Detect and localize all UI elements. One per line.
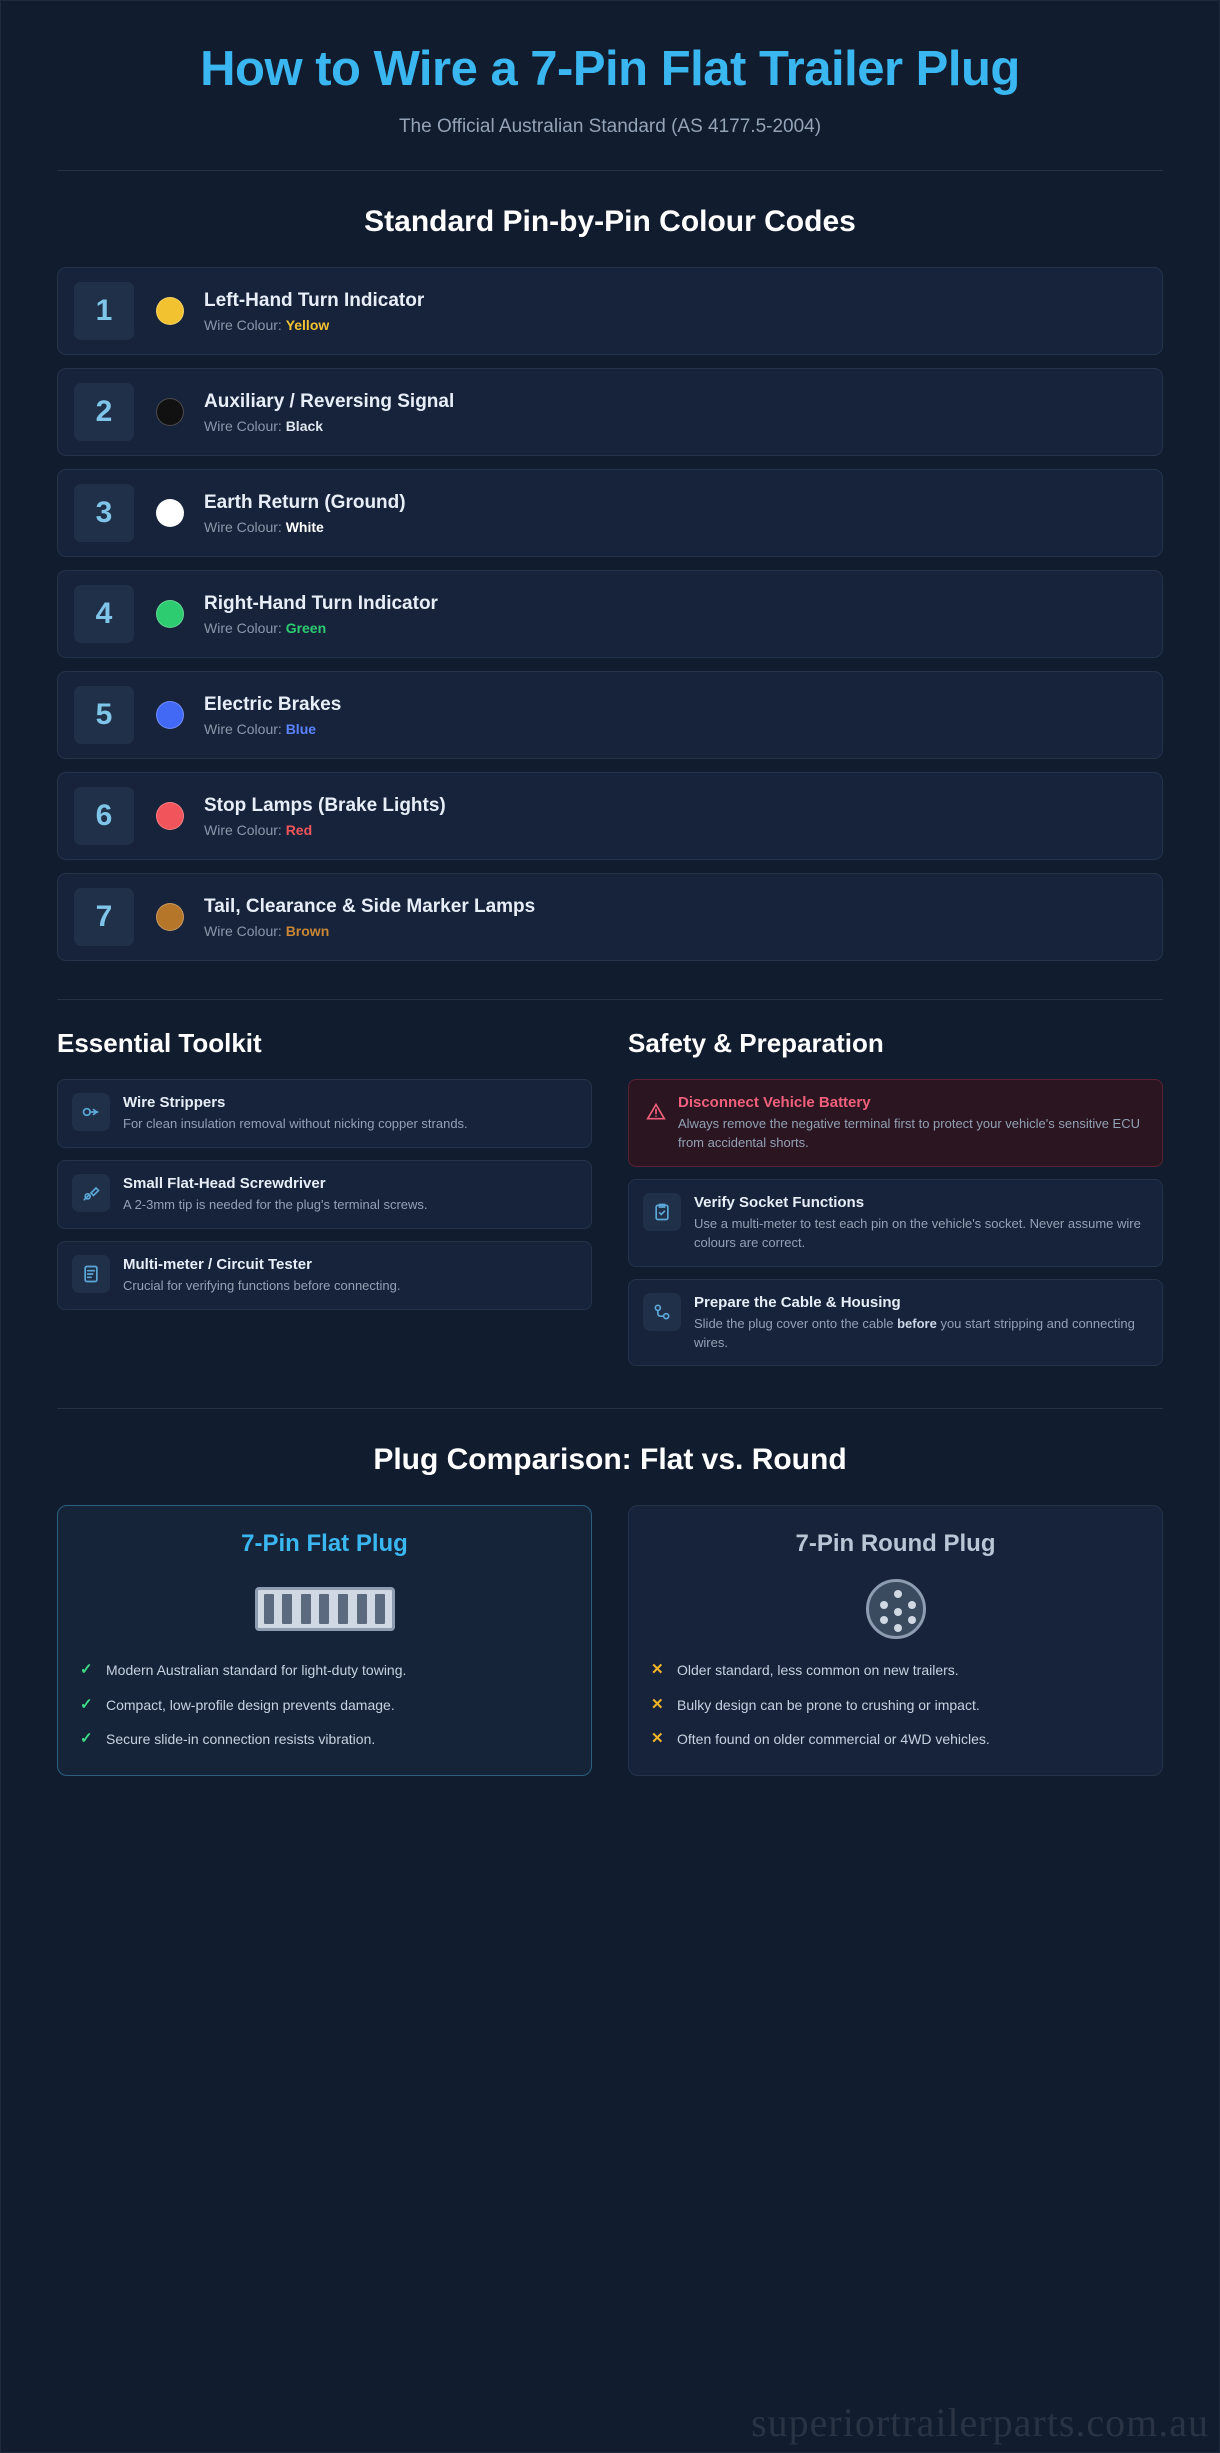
- colour-label: Wire Colour:: [204, 417, 282, 434]
- pin-function-label: Tail, Clearance & Side Marker Lamps: [204, 895, 536, 917]
- list-item: [651, 1660, 1140, 1680]
- pin-function-label: Stop Lamps (Brake Lights): [204, 794, 446, 816]
- desc-emphasis: before: [897, 1315, 937, 1331]
- wire-strippers-icon: [72, 1093, 110, 1131]
- check-icon: ✓: [80, 1729, 93, 1747]
- colour-swatch: [156, 398, 184, 426]
- pin-text: [204, 896, 535, 939]
- safety-item-title: Disconnect Vehicle Battery: [678, 1094, 871, 1112]
- safety-item-desc: Use a multi-meter to test each pin on the vehicle's socket. Never assume wire colours are correct.: [694, 1216, 1141, 1250]
- cable-housing-icon: [643, 1293, 681, 1331]
- colour-value: Black: [285, 417, 324, 434]
- colour-label: Wire Colour:: [204, 821, 282, 838]
- colour-label: Wire Colour:: [204, 922, 282, 939]
- bullet-text: Modern Australian standard for light-duty towing.: [106, 1662, 407, 1679]
- flat-plug-art: [80, 1578, 569, 1640]
- pin-text: [204, 391, 454, 434]
- table-row: [57, 873, 1163, 961]
- round-plug-title: 7-Pin Round Plug: [795, 1530, 996, 1558]
- flat-plug-title: 7-Pin Flat Plug: [241, 1530, 408, 1558]
- card-body: [694, 1193, 1148, 1253]
- colour-label: Wire Colour:: [204, 619, 282, 636]
- safety-title: Safety & Preparation: [628, 1028, 884, 1059]
- pin-colour-line: [204, 418, 454, 434]
- table-row: [57, 772, 1163, 860]
- safety-item-desc: [694, 1315, 1148, 1353]
- card-body: [694, 1293, 1148, 1353]
- page-subtitle: The Official Australian Standard (AS 4177.5-2004): [398, 116, 822, 138]
- flat-plug-card: [57, 1505, 592, 1776]
- list-item: [651, 1695, 1140, 1715]
- toolkit-title: Essential Toolkit: [57, 1028, 262, 1059]
- multimeter-icon: [72, 1255, 110, 1293]
- colour-value: Green: [285, 619, 327, 636]
- pin-number: 2: [74, 383, 134, 441]
- safety-item-title: Verify Socket Functions: [694, 1194, 865, 1212]
- colour-swatch: [156, 903, 184, 931]
- plug-blade: [282, 1594, 292, 1624]
- colour-swatch: [156, 600, 184, 628]
- list-item: [80, 1729, 569, 1749]
- table-row: [57, 570, 1163, 658]
- toolkit-safety-section: [57, 1028, 1163, 1366]
- colour-value: White: [285, 518, 324, 535]
- safety-list: [628, 1079, 1163, 1366]
- colour-label: Wire Colour:: [204, 518, 282, 535]
- pin-function-label: Electric Brakes: [204, 693, 342, 715]
- list-item: [80, 1695, 569, 1715]
- toolkit-list: [57, 1079, 592, 1310]
- pin-colour-line: [204, 519, 406, 535]
- colour-swatch: [156, 701, 184, 729]
- tool-title: Small Flat-Head Screwdriver: [123, 1175, 326, 1193]
- desc-post: you start stripping and connecting wires.: [694, 1315, 1135, 1350]
- pin-colour-line: [204, 317, 424, 333]
- plug-blade: [375, 1594, 385, 1624]
- safety-column: [628, 1028, 1163, 1366]
- cross-icon: ✕: [651, 1695, 664, 1713]
- colour-value: Brown: [285, 922, 330, 939]
- list-item: [57, 1160, 592, 1229]
- table-row: [57, 368, 1163, 456]
- bullet-text: Secure slide-in connection resists vibration.: [106, 1730, 376, 1747]
- desc-pre: Slide the plug cover onto the cable: [694, 1315, 898, 1331]
- table-row: [57, 671, 1163, 759]
- list-item: [57, 1079, 592, 1148]
- watermark: superiortrailerparts.com.au: [751, 2400, 1209, 2445]
- card-body: [123, 1093, 468, 1134]
- cross-icon: ✕: [651, 1729, 664, 1747]
- colour-value: Blue: [285, 720, 317, 737]
- pin-function-label: Earth Return (Ground): [204, 491, 406, 513]
- tool-desc: Crucial for verifying functions before connecting.: [123, 1278, 401, 1294]
- toolkit-column: [57, 1028, 592, 1366]
- pins-section-title: Standard Pin-by-Pin Colour Codes: [364, 205, 856, 239]
- pin-number: 6: [74, 787, 134, 845]
- comparison-title: Plug Comparison: Flat vs. Round: [373, 1443, 847, 1477]
- table-row: [57, 267, 1163, 355]
- pin-function-label: Right-Hand Turn Indicator: [204, 592, 438, 614]
- colour-value: Red: [285, 821, 313, 838]
- bullet-text: Often found on older commercial or 4WD vehicles.: [677, 1730, 990, 1747]
- flat-plug-graphic: [255, 1587, 395, 1631]
- card-body: [123, 1174, 428, 1215]
- page-title: How to Wire a 7-Pin Flat Trailer Plug: [200, 42, 1020, 96]
- plug-blade: [338, 1594, 348, 1624]
- screwdriver-icon: [72, 1174, 110, 1212]
- colour-swatch: [156, 297, 184, 325]
- pin-colour-line: [204, 721, 341, 737]
- safety-item-title: Prepare the Cable & Housing: [694, 1293, 901, 1311]
- pin-colour-line: [204, 822, 446, 838]
- pin-text: [204, 694, 341, 737]
- tool-desc: For clean insulation removal without nicking copper strands.: [123, 1116, 468, 1132]
- list-item: [651, 1729, 1140, 1749]
- pin-text: [204, 492, 406, 535]
- cross-icon: ✕: [651, 1661, 664, 1679]
- tool-desc: A 2-3mm tip is needed for the plug's terminal screws.: [123, 1197, 428, 1213]
- list-item: [628, 1279, 1163, 1367]
- check-icon: ✓: [80, 1695, 93, 1713]
- round-plug-graphic: [866, 1579, 926, 1639]
- colour-swatch: [156, 499, 184, 527]
- round-plug-art: [651, 1578, 1140, 1640]
- header: [57, 1, 1163, 138]
- pin-text: [204, 795, 446, 838]
- bullet-text: Compact, low-profile design prevents damage.: [106, 1696, 395, 1713]
- plug-blade: [319, 1594, 329, 1624]
- plug-blade: [301, 1594, 311, 1624]
- comparison-section: [57, 1505, 1163, 1816]
- clipboard-check-icon: [643, 1193, 681, 1231]
- pin-number: 1: [74, 282, 134, 340]
- list-item: [80, 1660, 569, 1680]
- pin-number: 5: [74, 686, 134, 744]
- bullet-text: Bulky design can be prone to crushing or impact.: [677, 1696, 980, 1713]
- tool-title: Multi-meter / Circuit Tester: [123, 1256, 312, 1274]
- card-body: [123, 1255, 400, 1296]
- colour-label: Wire Colour:: [204, 316, 282, 333]
- check-icon: ✓: [80, 1661, 93, 1679]
- pin-function-label: Left-Hand Turn Indicator: [204, 289, 425, 311]
- card-body: [678, 1093, 1148, 1153]
- round-plug-bullets: [651, 1660, 1140, 1749]
- pin-number: 4: [74, 585, 134, 643]
- divider-header: [57, 170, 1163, 171]
- pin-number: 7: [74, 888, 134, 946]
- pin-colour-line: [204, 620, 438, 636]
- colour-label: Wire Colour:: [204, 720, 282, 737]
- list-item: [57, 1241, 592, 1310]
- pin-colour-line: [204, 923, 535, 939]
- pin-number: 3: [74, 484, 134, 542]
- flat-plug-bullets: [80, 1660, 569, 1749]
- pin-text: [204, 290, 424, 333]
- bullet-text: Older standard, less common on new trailers.: [677, 1662, 959, 1679]
- colour-swatch: [156, 802, 184, 830]
- pin-text: [204, 593, 438, 636]
- list-item: [628, 1179, 1163, 1267]
- plug-blade: [357, 1594, 367, 1624]
- pin-list: [57, 267, 1163, 961]
- list-item: [628, 1079, 1163, 1167]
- round-plug-card: [628, 1505, 1163, 1776]
- warning-triangle-icon: [643, 1093, 669, 1131]
- table-row: [57, 469, 1163, 557]
- colour-value: Yellow: [285, 316, 330, 333]
- divider-toolkit: [57, 999, 1163, 1000]
- divider-comparison: [57, 1408, 1163, 1409]
- tool-title: Wire Strippers: [123, 1094, 226, 1112]
- pin-function-label: Auxiliary / Reversing Signal: [204, 390, 455, 412]
- safety-item-desc: Always remove the negative terminal first to protect your vehicle's sensitive ECU from accidental shorts.: [678, 1116, 1141, 1151]
- plug-blade: [264, 1594, 274, 1624]
